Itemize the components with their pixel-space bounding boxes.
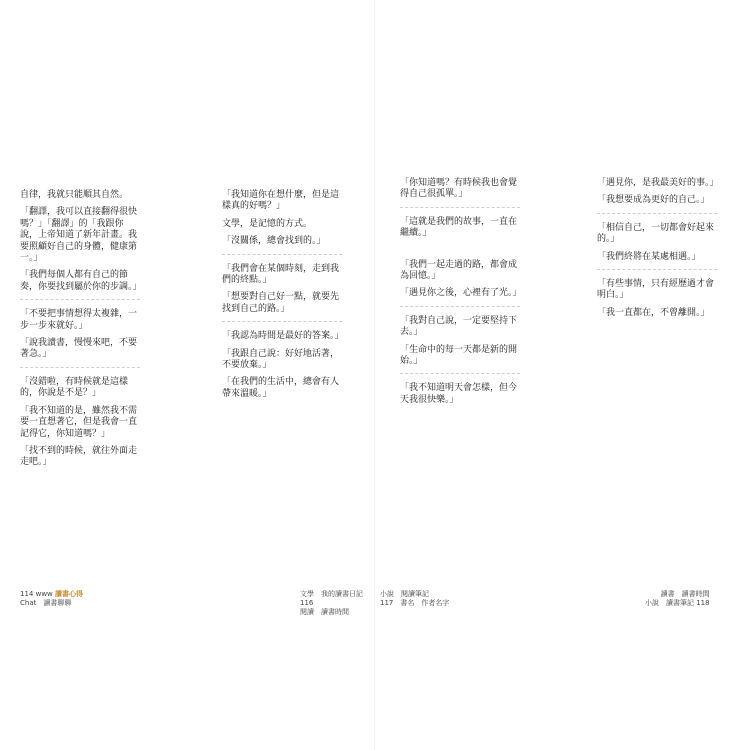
footer-label: www — [35, 590, 53, 598]
right-footer-left — [380, 590, 449, 608]
paragraph: 「沒關係，總會找到的。」 — [222, 236, 326, 247]
footer-title: 小說 閱讀筆記 — [380, 590, 429, 598]
paragraph: 「沒錯啦，有時候就是這樣的，你說是不是？」 — [20, 376, 129, 399]
paragraph: 「在我們的生活中，總會有人帶來溫暖。」 — [222, 377, 340, 399]
paragraph: 「遇見你，是我最美好的事。」 — [597, 178, 719, 188]
paragraph: 「我不知道明天會怎樣，但今天我很快樂。」 — [400, 383, 518, 405]
section-divider — [400, 207, 520, 208]
right-footer — [645, 590, 710, 608]
footer-title: 讀書 讀書時間 — [660, 590, 710, 598]
section-divider — [597, 213, 717, 214]
paragraph: 「這就是我們的故事，一直在繼續。」 — [400, 216, 518, 239]
section-divider — [222, 321, 342, 322]
paragraph: 「有些事情，只有經歷過才會明白。」 — [597, 279, 715, 301]
page-number: 114 — [20, 590, 34, 598]
paragraph: 「我知道你在想什麼，但是這樣真的好嗎？」 — [222, 190, 340, 212]
footer-accent: 讀書心得 — [55, 590, 84, 598]
page-number: 小說 讀書筆記 118 — [645, 599, 710, 607]
paragraph: 「想要對自己好一點，就要先找到自己的路。」 — [222, 292, 340, 314]
footer-subtitle: Chat 讀書聊聊 — [20, 599, 72, 607]
paragraph: 「我們每個人都有自己的節奏，你要找到屬於你的步調。」 — [20, 270, 142, 292]
paragraph: 「我不知道的是，雖然我不需要一直想著它，但是我會一直記得它，你知道嗎？」 — [20, 405, 138, 439]
footer-subtitle: 閱讀 讀書時間 — [300, 608, 349, 616]
paragraph: 「我跟自己說：好好地活著，不要放棄。」 — [222, 348, 340, 371]
left-column-2 — [222, 190, 342, 406]
section-divider — [222, 254, 342, 255]
section-divider — [597, 269, 717, 270]
paragraph: 「遇見你之後，心裡有了光。」 — [400, 288, 522, 299]
paragraph: 「相信自己，一切都會好起來的。」 — [597, 222, 715, 245]
right-column-2 — [597, 178, 717, 325]
footer-subtitle: 117 書名 作者名字 — [380, 599, 450, 607]
paragraph: 「我們會在某個時刻，走到我們的終點。」 — [222, 263, 340, 286]
paragraph: 「我想要成為更好的自己。」 — [597, 195, 710, 206]
paragraph: 「我對自己說，一定要堅持下去。」 — [400, 315, 518, 338]
paragraph: 自律，我就只能順其自然。 — [20, 190, 129, 200]
paragraph: 「我一直都在，不曾離開。」 — [597, 307, 710, 318]
right-column-1 — [400, 178, 520, 412]
paragraph: 「說我讀書，慢慢來吧，不要著急。」 — [20, 338, 138, 360]
paragraph: 「你知道嗎？有時候我也會覺得自己很孤單。」 — [400, 178, 518, 200]
section-divider — [20, 299, 140, 300]
right-page — [375, 0, 750, 750]
paragraph: 文學，是記憶的方式。 — [222, 218, 313, 229]
footer-title: 文學 我的讀書日記 116 — [300, 590, 363, 607]
paragraph: 「我們終將在某處相遇。」 — [597, 251, 701, 262]
left-footer-right — [300, 590, 375, 617]
left-column-1 — [20, 190, 140, 475]
section-divider — [20, 367, 140, 368]
paragraph: 「找不到的時候，就往外面走走吧。」 — [20, 445, 138, 468]
section-divider — [400, 306, 520, 307]
paragraph: 「我認為時間是最好的答案。」 — [222, 331, 344, 342]
paragraph: 「生命中的每一天都是新的開始。」 — [400, 344, 518, 367]
paragraph: 「不要把事情想得太複雜，一步一步來就好。」 — [20, 309, 138, 331]
paragraph: 「我們一起走過的路，都會成為回憶。」 — [400, 259, 518, 282]
section-divider — [400, 373, 520, 374]
paragraph: 「翻譯，我可以直接翻得很快嗎？」「翻譯」的「我跟你說，上帝知道了新年計畫。我要照顧好自己的身體，健康第一。」 — [20, 207, 138, 264]
left-footer — [20, 590, 83, 608]
